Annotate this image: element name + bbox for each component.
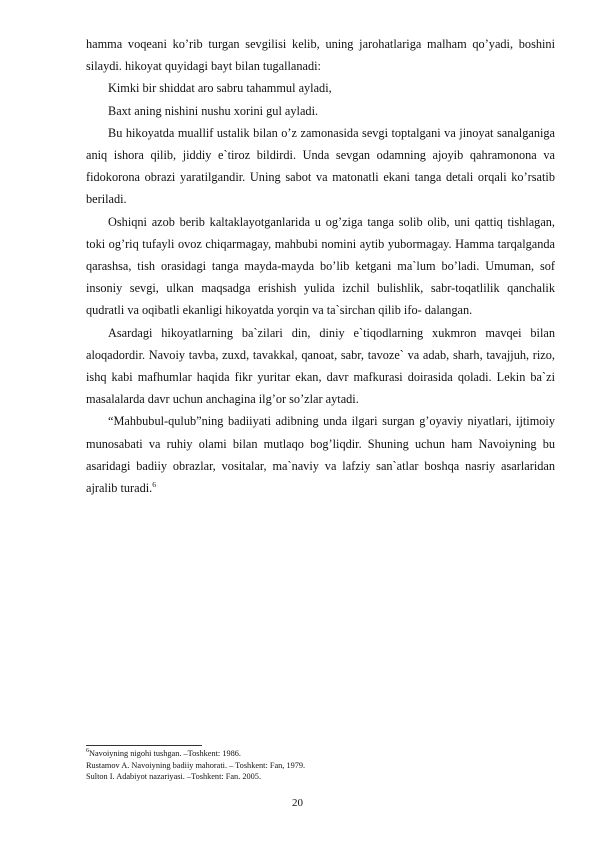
paragraph: Bu hikoyatda muallif ustalik bilan o’z zamonasida sevgi toptalgani va jinoyat sanalganiga aniq ishora qilib, jiddiy e`tiroz bildirdi. Unda sevgan odamning ajoyib qahramonona va fidokorona obrazi yaratilgandir. Uning sabot va matonatli ekani tanga detali orqali ko’rsatib beriladi. xyxy=(86,125,555,207)
footnote-item xyxy=(86,760,555,772)
page-number: 20 xyxy=(292,797,303,809)
paragraph-text: “Mahbubul-qulub”ning badiiyati adibning unda ilgari surgan g’oyaviy niyatlari, ijtimoiy munosabati va ruhiy olami bilan mutlaqo bog’liqdir. Shuning uchun ham Navoiyning bu asaridagi badiiy obrazlar, vositalar, ma`naviy va lafziy san`atlar boshqa nasriy asarlaridan ajralib turadi. xyxy=(86,414,555,496)
footnote-mark: 6 xyxy=(86,748,89,755)
main-text xyxy=(86,33,555,499)
footnote-text: Sulton I. Adabiyot nazariyasi. –Toshkent: Fan. 2005. xyxy=(86,772,262,782)
footnote-separator xyxy=(86,745,202,746)
footnote-reference[interactable]: 6 xyxy=(152,479,156,489)
paragraph-with-footnote xyxy=(86,410,555,499)
verse-line-2: Baxt aning nishini nushu xorini gul ayladi. xyxy=(108,103,319,118)
paragraph: Oshiqni azob berib kaltaklayotganlarida u og’ziga tanga solib olib, uni qattiq tishlagan, toki og’riq tufayli ovoz chiqarmagay, mahbubi nomini aytib yubormagay. Hamma tarqalganda qarashsa, tish orasidagi tanga mayda-mayda bo’lib ketgani ma`lum bo’ladi. Umuman, sof insoniy sevgi, ulkan maqsadga erishish yulida izchil bulishlik, sabr-toqatlilik qanchalik qudratli va oqibatli ekanligi hikoyatda yorqin va ta`sirchan qilib ifo- dalangan. xyxy=(86,214,555,318)
verse-line-1: Kimki bir shiddat aro sabru tahammul ayladi, xyxy=(108,81,332,96)
footnotes xyxy=(86,748,555,783)
footnote-item xyxy=(86,771,555,783)
paragraph: Asardagi hikoyatlarning ba`zilari din, diniy e`tiqodlarning xukmron mavqei bilan aloqadordir. Navoiy tavba, zuxd, tavakkal, qanoat, sabr, tavoze` va adab, sharh, tavajjuh, rizo, ishq kabi mafhumlar haqida fikr yuritar ekan, davr mafkurasi doirasida qoladi. Lekin ba`zi masalalarda davr uchun anchagina ilg’or so’zlar aytadi. xyxy=(86,325,555,407)
footnote-item xyxy=(86,748,555,760)
paragraph-continuation: hamma voqeani ko’rib turgan sevgilisi kelib, uning jarohatlariga malham qo’yadi, boshini silaydi. hikoyat quyidagi bayt bilan tugallanadi: xyxy=(86,37,555,74)
footnote-text: Rustamov A. Navoiyning badiiy mahorati. – Toshkent: Fan, 1979. xyxy=(86,760,306,770)
footnote-text: Navoiyning nigohi tushgan. –Toshkent: 1986. xyxy=(89,749,241,758)
